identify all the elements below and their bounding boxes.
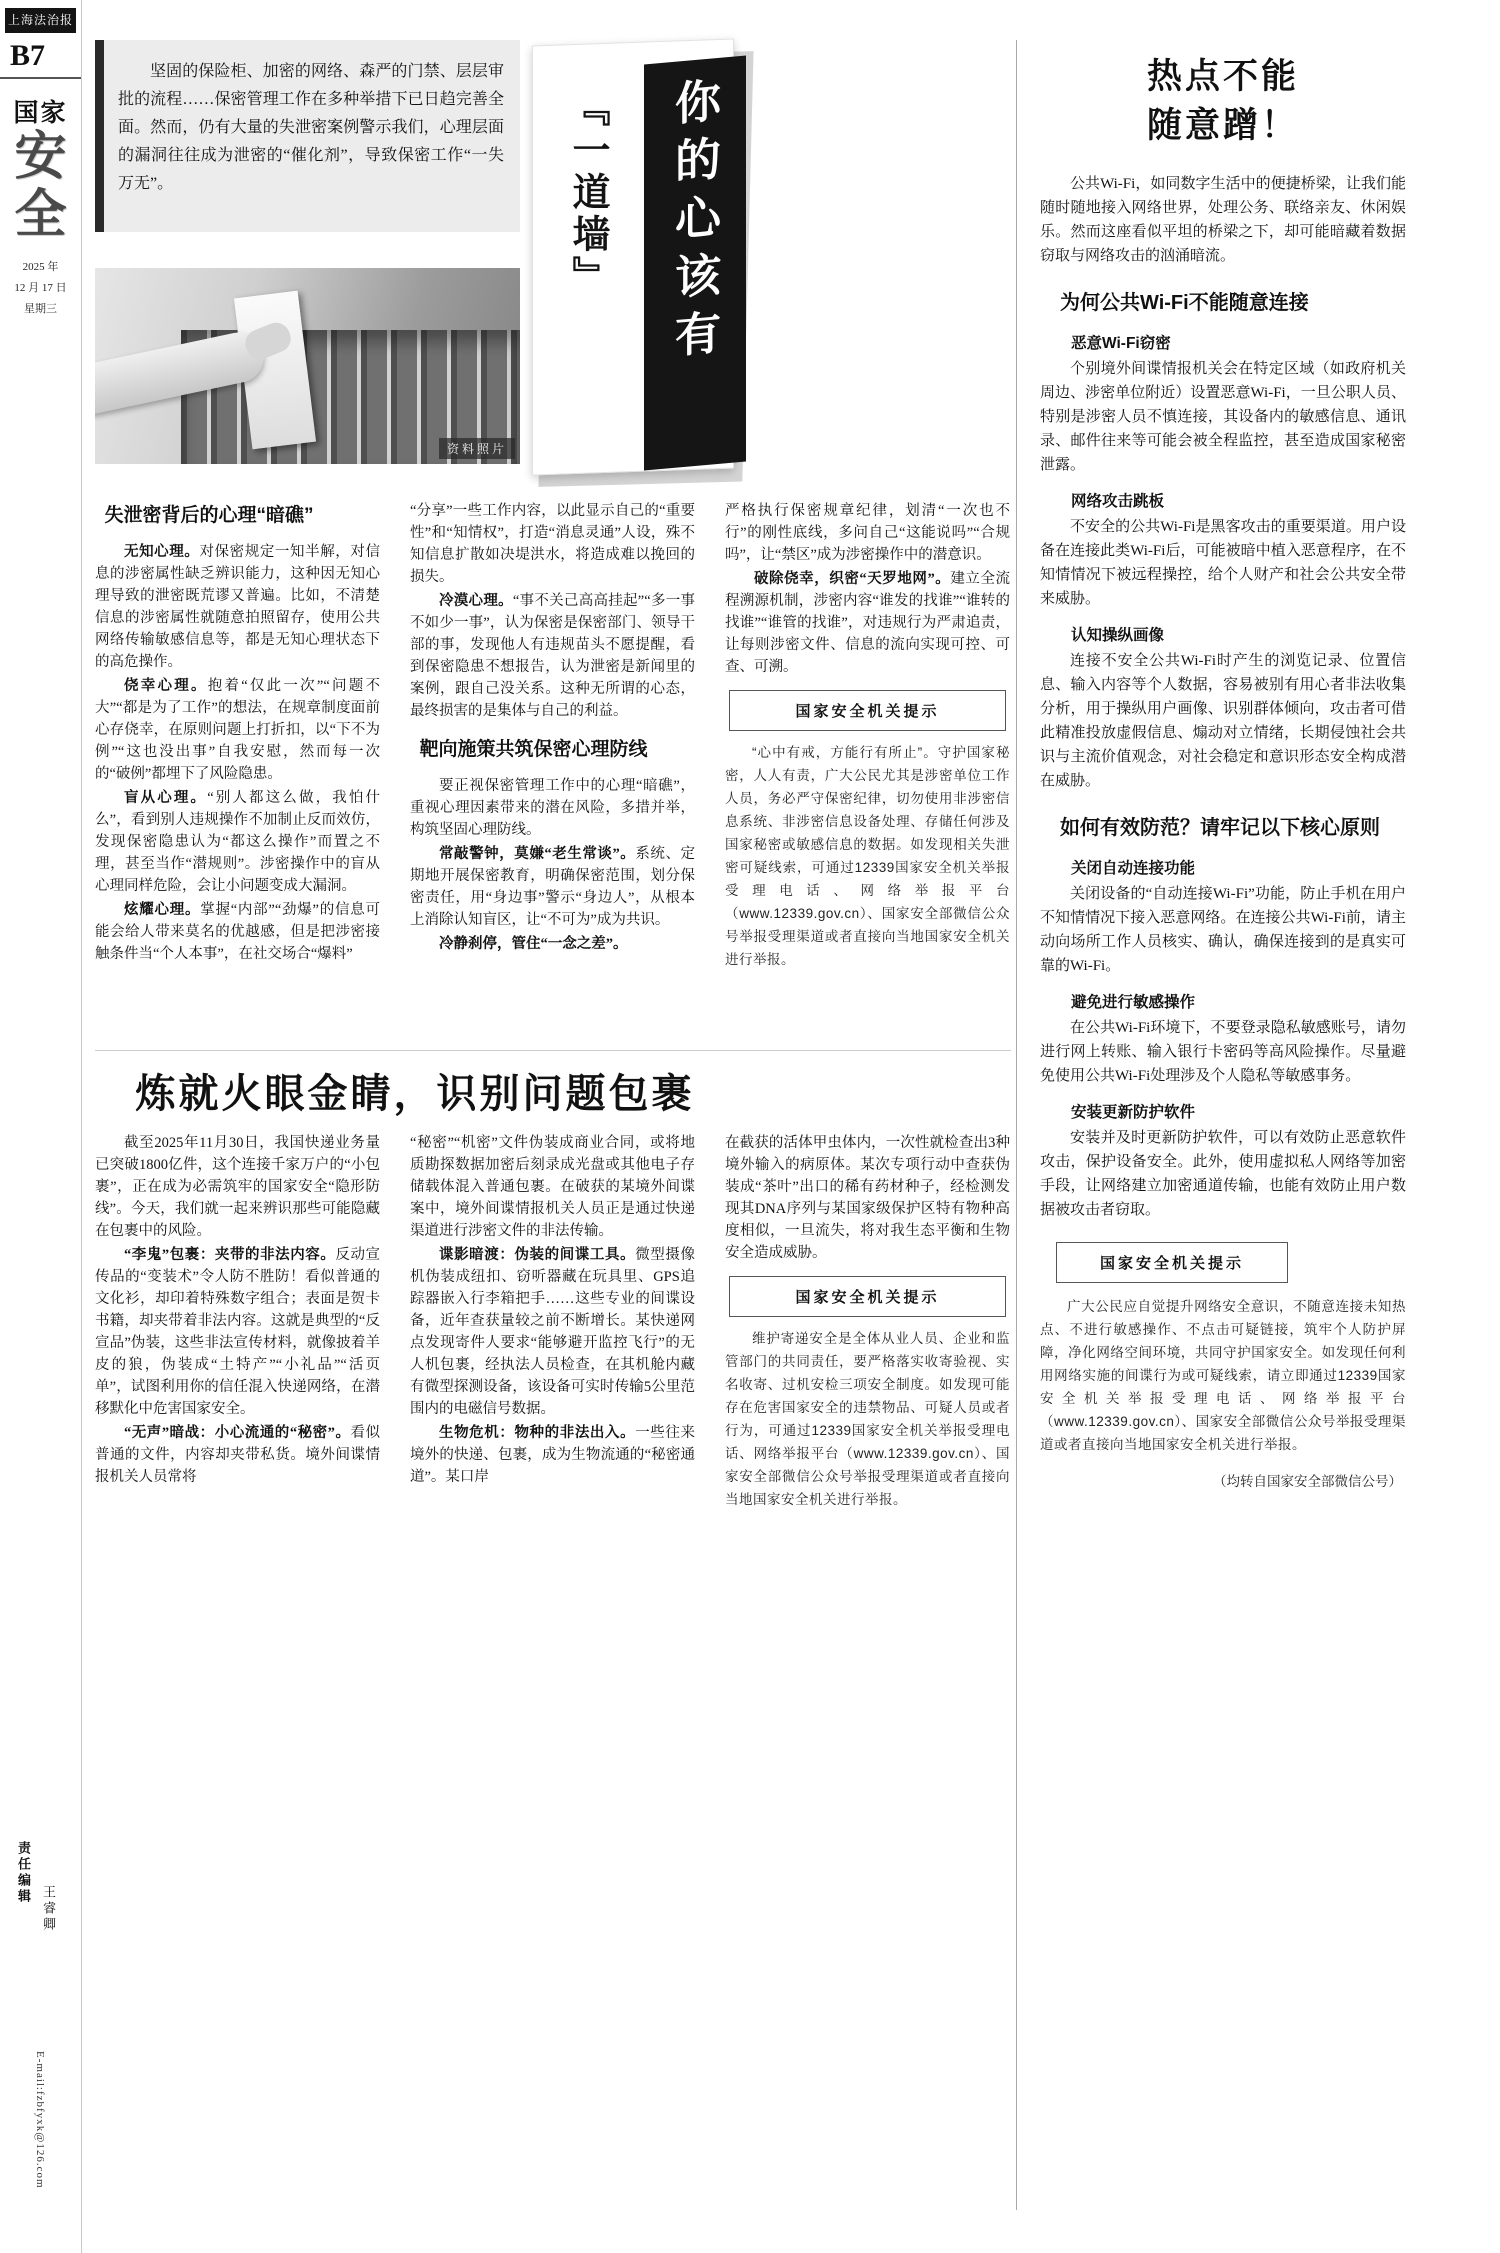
lead-column-2 [410,500,695,1040]
security-tip-label: 国家安全机关提示 [1099,1255,1244,1272]
paragraph-lead: 侥幸心理。 [124,677,208,694]
lead-column-1 [95,500,380,1040]
paragraph: 要正视保密管理工作中的心理“暗礁”，重视心理因素带来的潜在风险，多措并举，构筑坚固心理防线。 [410,777,695,838]
page-number: B7 [0,33,81,79]
paragraph [410,933,695,955]
paragraph-text: 建立全流程溯源机制，涉密内容“谁发的找谁”“谁转的找谁”“谁管的找谁”，对违规行为严肃追责，让每则涉密文件、信息的流向实现可控、可查、可溯。 [725,571,1011,675]
paragraph-lead: 盲从心理。 [124,789,208,806]
wifi-subheading: 避免进行敏感操作 [1071,994,1196,1011]
paragraph-continuation: 严格执行保密规章纪律，划清“一次也不行”的刚性底线，多问自己“这能说吗”“合规吗”，让“禁区”成为涉密操作中的潜意识。 [725,503,1010,563]
issue-month-day: 12 月 17 日 [14,282,67,295]
security-tip-text: 维护寄递安全是全体从业人员、企业和监管部门的共同责任，要严格落实收寄验视、实名收寄、过机安检三项安全制度。如发现可能存在危害国家安全的违禁物品、可疑人员或者行为，可通过12339国家安全机关举报受理电话、网络举报平台（www.12339.gov.cn）、国家安全部微信公众号举报受理渠道或者直接向当地国家安全机关进行举报。 [725,1331,1010,1507]
paragraph: 在公共Wi-Fi环境下，不要登录隐私敏感账号，请勿进行网上转账、输入银行卡密码等高风险操作。尽量避免使用公共Wi-Fi处理涉及个人隐私等敏感事务。 [1040,1020,1406,1084]
wifi-article [1040,44,1406,2209]
paragraph [725,568,1010,678]
section-heading: 靶向施策共筑保密心理防线 [419,739,648,760]
paragraph: 连接不安全公共Wi-Fi时产生的浏览记录、位置信息、输入内容等个人数据，容易被别有用心者非法收集分析，用于操纵用户画像、识别群体倾向，攻击者可借此精准投放虚假信息、煽动对立情绪，长期侵蚀社会共识与主流价值观念，对社会稳定和意识形态安全构成潜在威胁。 [1040,653,1406,789]
masthead [0,0,82,2253]
wifi-subheading: 安装更新防护软件 [1071,1104,1196,1121]
security-tip-box [729,690,1006,731]
security-tip-box [1056,1242,1288,1283]
editor-label: 责任编辑 [16,1841,31,1905]
paragraph-lead: 生物危机：物种的非法出入。 [439,1425,636,1441]
parcel-article-columns [95,1132,1011,1617]
paragraph [95,899,380,965]
security-tip-label: 国家安全机关提示 [795,703,940,720]
paragraph-text: 掌握“内部”“劲爆”的信息可能会给人带来莫名的优越感，但是把涉密接触条件当“个人本事”，在社交场合“爆料” [95,901,380,962]
title-art-dark-banner [644,56,746,471]
paragraph-text: 一些往来境外的快递、包裹，成为生物流通的“秘密通道”。某口岸 [410,1425,695,1485]
paragraph-continuation: “分享”一些工作内容，以此显示自己的“重要性”和“知情权”，打造“消息灵通”人设，殊不知信息扩散如决堤洪水，将造成难以挽回的损失。 [410,503,695,585]
paragraph-text: 微型摄像机伪装成纽扣、窃听器藏在玩具里、GPS追踪器嵌入行李箱把手……这些专业的间谍设备，近年查获量较之前不断增长。某快递网点发现寄件人要求“能够避开监控飞行”的无人机包裹，经执法人员检查，在其机舱内藏有微型探测设备，该设备可实时传输5公里范围内的电磁信号数据。 [410,1247,695,1417]
paragraph-continuation: “秘密”“机密”文件伪装成商业合同，或将地质勘探数据加密后刻录成光盘或其他电子存储载体混入普通包裹。在破获的某境外间谍案中，境外间谍情报机关人员正是通过快递渠道进行涉密文件的非法传输。 [410,1135,695,1239]
section-name-small: 国家 [13,99,68,127]
wifi-section-heading: 如何有效防范？请牢记以下核心原则 [1060,817,1380,839]
paragraph-text: “事不关己高高挂起”“多一事不如少一事”，认为保密是保密部门、领导干部的事，发现他人有违规苗头不愿提醒，看到保密隐患不想报告，认为泄密是新闻里的案例，跟自己没关系。这种无所谓的心态，最终损害的是集体与自己的利益。 [410,593,696,719]
security-tip-text: 广大公民应自觉提升网络安全意识，不随意连接未知热点、不进行敏感操作、不点击可疑链接，筑牢个人防护屏障，净化网络空间环境，共同守护国家安全。如发现任何利用网络实施的间谍行为或可疑线索，请立即通过12339国家安全机关举报受理电话、网络举报平台（www.12339.gov.cn）、国家安全部微信公众号举报受理渠道或者直接向当地国家安全机关进行举报。 [1040,1299,1406,1452]
paragraph [410,843,695,931]
paragraph-text: 反动宣传品的“变装术”令人防不胜防！看似普通的文化衫，却印着特殊数字组合；表面是贺卡书籍，却夹带着非法内容。这就是典型的“反宣品”伪装，这些非法宣传材料，就像披着羊皮的狼，伪装成“土特产”“小礼品”“活页单”，试图利用你的信任混入快递网络，在潜移默化中危害国家安全。 [95,1247,381,1417]
paragraph: 截至2025年11月30日，我国快递业务量已突破1800亿件，这个连接千家万户的“小包裹”，正在成为必需筑牢的国家安全“隐形防线”。今天，我们就一起来辨识那些可能隐藏在包裹中的风险。 [95,1135,380,1239]
issue-weekday: 星期三 [24,303,57,316]
column-divider-line [1016,40,1017,2210]
lead-intro-text: 坚固的保险柜、加密的网络、森严的门禁、层层审批的流程……保密管理工作在多种举措下已日趋完善全面。然而，仍有大量的失泄密案例警示我们，心理层面的漏洞往往成为泄密的“催化剂”，导致保密工作“一失万无”。 [118,63,504,192]
article-photo [95,268,520,464]
paragraph-lead: 冷静刹停，管住“一念之差”。 [439,935,628,952]
paragraph: 公共Wi-Fi，如同数字生活中的便捷桥梁，让我们能随时随地接入网络世界，处理公务、联络亲友、休闲娱乐。然而这座看似平坦的桥梁之下，却可能暗藏着数据窃取与网络攻击的汹涌暗流。 [1040,176,1406,264]
paragraph-lead: 冷漠心理。 [439,593,513,609]
wifi-title-line2: 随意蹭！ [1146,106,1299,145]
paragraph-lead: 炫耀心理。 [124,901,201,918]
paragraph [95,787,380,897]
security-tip-box [729,1276,1006,1317]
paragraph-text: 看似普通的文件，内容却夹带私货。境外间谍情报机关人员常将 [95,1425,381,1485]
wifi-subheading: 关闭自动连接功能 [1071,860,1196,877]
article-source-credit: （均转自国家安全部微信公号） [1213,1474,1402,1489]
paragraph [410,1422,695,1488]
paragraph [410,1244,695,1420]
lead-title-art [532,40,756,492]
photo-caption: 资料照片 [439,438,515,459]
wifi-article-title [1040,52,1406,150]
paragraph: 个别境外间谍情报机关会在特定区域（如政府机关周边、涉密单位附近）设置恶意Wi-Fi，一旦公职人员、特别是涉密人员不慎连接，其设备内的敏感信息、通讯录、邮件往来等可能会被全程监控，甚至造成国家秘密泄露。 [1040,361,1406,473]
paragraph: 关闭设备的“自动连接Wi-Fi”功能，防止手机在用户不知情情况下接入恶意网络。在连接公共Wi-Fi前，请主动向场所工作人员核实、确认，确保连接到的是真实可靠的Wi-Fi。 [1040,886,1406,974]
parcel-column-3 [725,1132,1010,1617]
security-tip-label: 国家安全机关提示 [795,1289,940,1306]
section-name-char-an: 安 [14,129,67,186]
paragraph-lead: 常敲警钟，莫嫌“老生常谈”。 [439,845,636,862]
newspaper-logo: 上海法治报 [5,8,76,33]
paragraph-text: 系统、定期地开展保密教育，明确保密范围，划分保密责任，用“身边事”警示“身边人”，从根本上消除认知盲区，让“不可为”成为共识。 [410,845,696,928]
paragraph-lead: 无知心理。 [124,543,200,560]
security-tip-text: “心中有戒，方能行有所止”。守护国家秘密，人人有责，广大公民尤其是涉密单位工作人员，务必严守保密纪律，切勿使用非涉密信息系统、非涉密信息设备处理、存储任何涉及国家秘密或敏感信息的数据。如发现相关失泄密可疑线索，可通过12339国家安全机关举报受理电话、网络举报平台（www.12339.gov.cn）、国家安全部微信公众号举报受理渠道或者直接向当地国家安全机关进行举报。 [725,745,1010,967]
paragraph-lead: 谍影暗渡：伪装的间谍工具。 [439,1247,636,1263]
paragraph [410,590,695,722]
section-heading: 失泄密背后的心理“暗礁” [104,505,314,526]
paragraph [95,675,380,785]
paragraph-text: “别人都这么做，我怕什么”，看到别人违规操作不加制止反而效仿，发现保密隐患认为“都这么操作”而置之不理，甚至当作“潜规则”。涉密操作中的盲从心理同样危险，会让小问题变成大漏洞。 [95,789,380,894]
parcel-column-1 [95,1132,380,1617]
issue-date [0,257,81,320]
paragraph-lead: “无声”暗战：小心流通的“秘密”。 [124,1425,351,1441]
lead-intro-box [95,40,520,232]
paragraph [95,1244,380,1420]
paragraph: 不安全的公共Wi-Fi是黑客攻击的重要渠道。用户设备在连接此类Wi-Fi后，可能被暗中植入恶意程序，在不知情情况下被远程操控，给个人财产和社会公共安全带来威胁。 [1040,519,1406,607]
wifi-subheading: 恶意Wi-Fi窃密 [1071,335,1171,352]
paragraph [95,541,380,673]
lead-title-main: 你的心该有 [669,75,721,371]
wifi-subheading: 网络攻击跳板 [1071,493,1165,510]
paragraph-continuation: 在截获的活体甲虫体内，一次性就检查出3种境外输入的病原体。某次专项行动中查获伪装成“茶叶”出口的稀有药材种子，经检测发现其DNA序列与某国家级保护区特有物种高度相似，一旦流失，将对我生态平衡和生物安全造成威胁。 [725,1135,1010,1261]
paragraph-text: 抱着“仅此一次”“问题不大”“都是为了工作”的想法，在规章制度面前心存侥幸，在原则问题上打折扣，以“下不为例”“这也没出事”自我安慰，然而每一次的“破例”都埋下了风险隐患。 [95,677,380,782]
parcel-article-title: 炼就火眼金睛，识别问题包裹 [135,1072,695,1116]
issue-year: 2025 年 [22,261,59,274]
editor-name: 王睿卿 [41,1885,56,1933]
lead-article-columns [95,500,1011,1040]
editor-credit [14,1841,58,1933]
editor-email: E-mail:fzbfyxk@126.com [34,2051,46,2189]
lead-title-sub: 『一道墙』 [566,88,608,298]
lead-column-3 [725,500,1010,1040]
section-name-char-quan: 全 [14,187,67,245]
paragraph [95,1422,380,1488]
paragraph-lead: “李鬼”包裹：夹带的非法内容。 [124,1247,336,1263]
horizontal-rule [95,1050,1011,1051]
wifi-title-line1: 热点不能 [1146,57,1299,96]
wifi-section-heading: 为何公共Wi-Fi不能随意连接 [1060,292,1309,314]
wifi-subheading: 认知操纵画像 [1071,627,1165,644]
paragraph-text: 对保密规定一知半解，对信息的涉密属性缺乏辨识能力，这种因无知心理导致的泄密既荒谬又普遍。比如，不清楚信息的涉密属性就随意拍照留存，使用公共网络传输敏感信息等，都是无知心理状态下的高危操作。 [95,543,380,670]
parcel-column-2 [410,1132,695,1617]
paragraph: 安装并及时更新防护软件，可以有效防止恶意软件攻击，保护设备安全。此外，使用虚拟私人网络等加密手段，让网络建立加密通道传输，也能有效防止用户数据被攻击者窃取。 [1040,1130,1406,1218]
paragraph-lead: 破除侥幸，织密“天罗地网”。 [754,571,951,587]
